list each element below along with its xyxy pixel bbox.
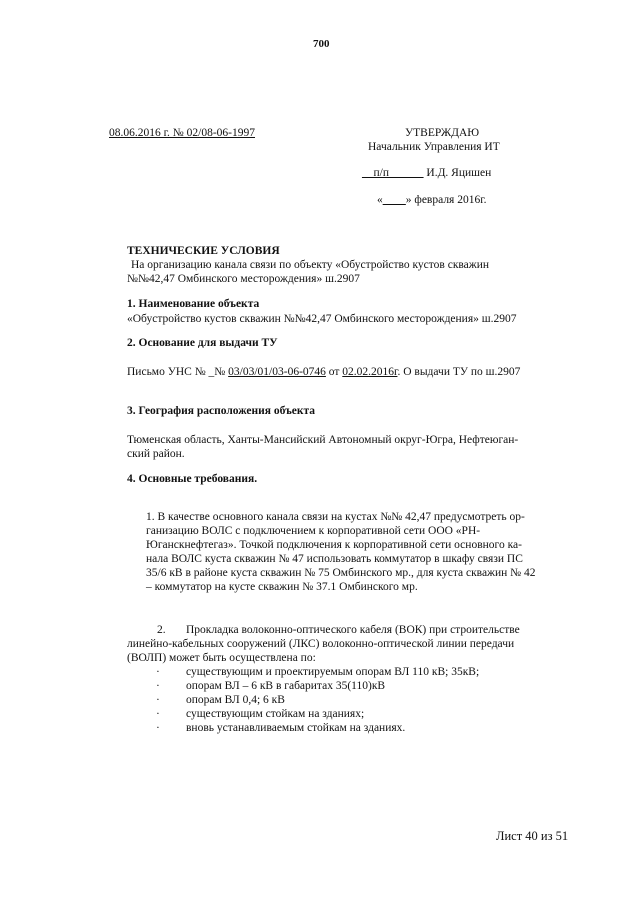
approval-date-rest: » февраля 2016г. xyxy=(405,194,487,206)
list-item: опорам ВЛ 0,4; 6 кВ xyxy=(186,694,285,706)
approval-date-open: « xyxy=(377,194,383,206)
document-subtitle-line-2: №№42,47 Омбинского месторождения» ш.2907 xyxy=(127,273,360,285)
document-subtitle-line-1: На организацию канала связи по объекту «Обустройство кустов скважин xyxy=(131,259,490,271)
section-3-heading: 3. География расположения объекта xyxy=(127,405,316,417)
list-bullet: · xyxy=(156,694,160,706)
list-bullet: · xyxy=(156,680,160,692)
requirement-1-line-3: Юганскнефтегаз». Точкой подключения к корпоративной сети основного ка- xyxy=(146,539,522,551)
requirement-2-line-3: (ВОЛП) может быть осуществлена по: xyxy=(127,652,316,664)
approve-label: УТВЕРЖДАЮ xyxy=(405,127,480,139)
list-bullet: · xyxy=(156,666,160,678)
section-3-text-line-1: Тюменская область, Ханты-Мансийский Автономный округ-Югра, Нефтеюган- xyxy=(127,434,519,446)
signature-line xyxy=(362,166,491,181)
list-item: существующим стойкам на зданиях; xyxy=(186,708,365,720)
requirement-1-line-2: ганизацию ВОЛС с подключением к корпоративной сети ООО «РН- xyxy=(146,525,481,537)
signature-suffix: ______ xyxy=(389,167,424,179)
list-bullet: · xyxy=(156,722,160,734)
section-2-suffix: . О выдачи ТУ по ш.2907 xyxy=(397,366,521,378)
list-item: существующим и проектируемым опорам ВЛ 110 кВ; 35кВ; xyxy=(186,666,480,678)
section-2-letter-date: 02.02.2016г xyxy=(342,366,398,378)
section-3-text-line-2: ский район. xyxy=(127,448,185,460)
signature-prefix: __ xyxy=(362,167,374,179)
page-number: 700 xyxy=(313,38,330,50)
section-2-text xyxy=(127,365,520,380)
list-bullet: · xyxy=(156,708,160,720)
approval-date-blank: ____ xyxy=(382,194,406,206)
requirement-1-line-1: 1. В качестве основного канала связи на кустах №№ 42,47 предусмотреть ор- xyxy=(146,511,525,523)
requirement-2-number: 2. xyxy=(157,624,166,636)
signature-mark: п/п xyxy=(373,167,390,179)
document-title: ТЕХНИЧЕСКИЕ УСЛОВИЯ xyxy=(127,245,280,257)
list-item: опорам ВЛ – 6 кВ в габаритах 35(110)кВ xyxy=(186,680,386,692)
sheet-counter: Лист 40 из 51 xyxy=(496,829,569,843)
requirement-2-line-1: Прокладка волоконно-оптического кабеля (ВОК) при строительстве xyxy=(186,624,520,636)
section-2-letter-number: 03/03/01/03-06-0746 xyxy=(228,366,326,378)
requirement-2-line-2: линейно-кабельных сооружений (ЛКС) волоконно-оптической линии передачи xyxy=(127,638,515,650)
approval-date-line xyxy=(377,193,487,208)
section-2-mid: от xyxy=(325,366,343,378)
signatory-name: И.Д. Яцишен xyxy=(426,167,492,179)
section-1-heading: 1. Наименование объекта xyxy=(127,298,260,310)
requirement-1-line-5: 35/6 кВ в районе куста скважин № 75 Омбинского мр., для куста скважин № 42 xyxy=(146,567,536,579)
section-1-text: «Обустройство кустов скважин №№42,47 Омбинского месторождения» ш.2907 xyxy=(127,313,517,325)
requirement-1-line-6: – коммутатор на кусте скважин № 37.1 Омбинского мр. xyxy=(146,581,418,593)
requirement-1-line-4: нала ВОЛС куста скважин № 47 использовать коммутатор в шкафу связи ПС xyxy=(146,553,523,565)
list-item: вновь устанавливаемым стойкам на зданиях. xyxy=(186,722,406,734)
document-date-number: 08.06.2016 г. № 02/08-06-1997 xyxy=(109,127,255,139)
section-2-prefix: Письмо УНС № _№ xyxy=(127,366,229,378)
section-4-heading: 4. Основные требования. xyxy=(127,473,258,485)
approver-position: Начальник Управления ИТ xyxy=(368,141,500,153)
section-2-heading: 2. Основание для выдачи ТУ xyxy=(127,337,278,349)
